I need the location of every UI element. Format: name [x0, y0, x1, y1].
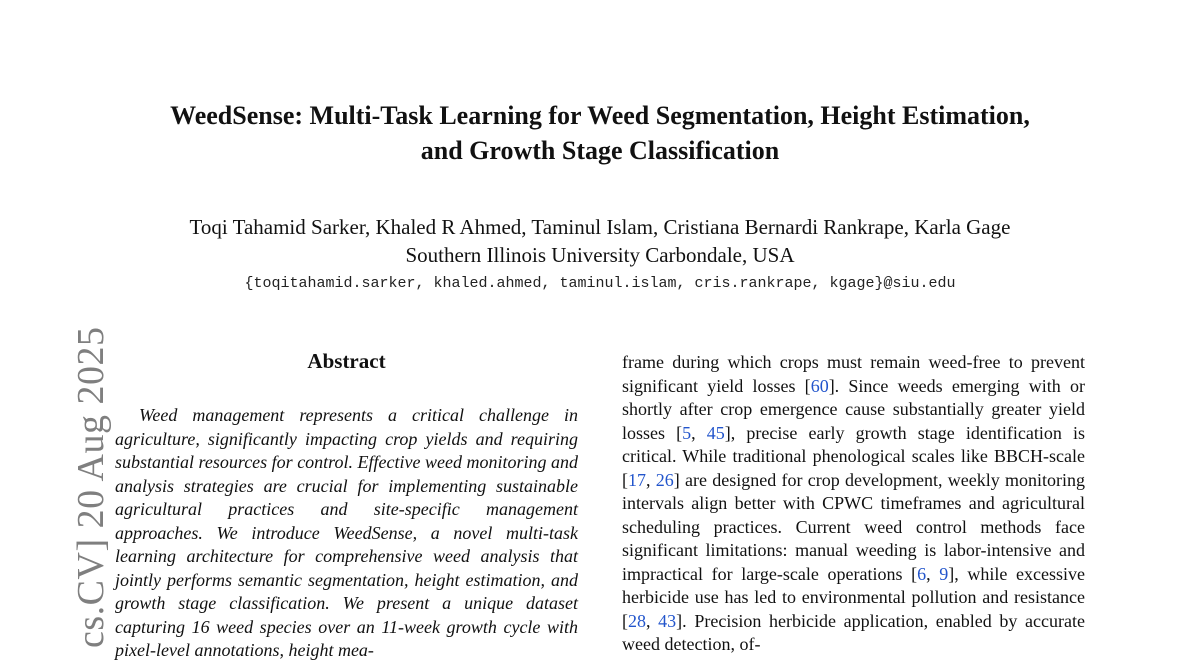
intro-text: ], while excessive herbicide use has led to environmental pollution and resistance [: [622, 563, 1086, 631]
intro-text: ]. Since weeds emerging with or shortly after crop emergence cause substantially greater yield losses [: [622, 375, 1085, 443]
abstract-text: Weed management represents a critical challenge in agriculture, significantly impacting crop yields and requiring substantial resources for control. Effective weed monitoring and analysis strategies are crucial for implementing sustainable agricultural practices and site-specific management approaches. We introduce WeedSense, a novel multi-task learning architecture for comprehensive weed analysis that jointly performs semantic segmentation, height estimation, and growth stage classification. We present a unique dataset capturing 16 weed species over an 11-week growth cycle with pixel-level annotations, height mea-: [115, 405, 578, 660]
intro-text: ,: [691, 422, 707, 443]
introduction-paragraph: [622, 351, 1085, 657]
title-line-2: and Growth Stage Classification: [420, 136, 780, 165]
citation-link[interactable]: 28: [628, 610, 646, 631]
intro-text: ,: [646, 610, 659, 631]
author-emails: {toqitahamid.sarker, khaled.ahmed, taminul.islam, cris.rankrape, kgage}@siu.edu: [244, 275, 956, 292]
citation-link[interactable]: 17: [628, 469, 646, 490]
paper-title: [100, 98, 1100, 168]
affiliation: Southern Illinois University Carbondale, USA: [405, 243, 795, 267]
citation-link[interactable]: 60: [810, 375, 829, 396]
citation-link[interactable]: 45: [706, 422, 725, 443]
intro-text: ,: [926, 563, 940, 584]
citation-link[interactable]: 6: [917, 563, 927, 584]
intro-text: ,: [646, 469, 656, 490]
intro-text: ] are designed for crop development, weekly monitoring intervals align better with CPWC timeframes and agricultural scheduling practices. Current weed control methods face significant limitations: manual weeding is labor-intensive and impractical for large-scale operations [: [622, 469, 1085, 584]
citation-link[interactable]: 26: [655, 469, 674, 490]
abstract-heading: Abstract: [307, 349, 386, 373]
arxiv-stamp: cs.CV] 20 Aug 2025: [70, 326, 112, 648]
title-line-1: WeedSense: Multi-Task Learning for Weed Segmentation, Height Estimation,: [170, 101, 1030, 130]
intro-text: ], precise early growth stage identification is critical. While traditional phenological scales like BBCH-scale [: [622, 422, 1086, 490]
author-list: Toqi Tahamid Sarker, Khaled R Ahmed, Taminul Islam, Cristiana Bernardi Rankrape, Karla Gage: [189, 215, 1011, 239]
citation-link[interactable]: 9: [939, 563, 949, 584]
citation-link[interactable]: 5: [682, 422, 692, 443]
intro-text: frame during which crops must remain weed-free to prevent significant yield losses [: [622, 352, 1085, 396]
intro-text: ]. Precision herbicide application, enabled by accurate weed detection, of-: [622, 610, 1085, 654]
citation-link[interactable]: 43: [658, 610, 677, 631]
